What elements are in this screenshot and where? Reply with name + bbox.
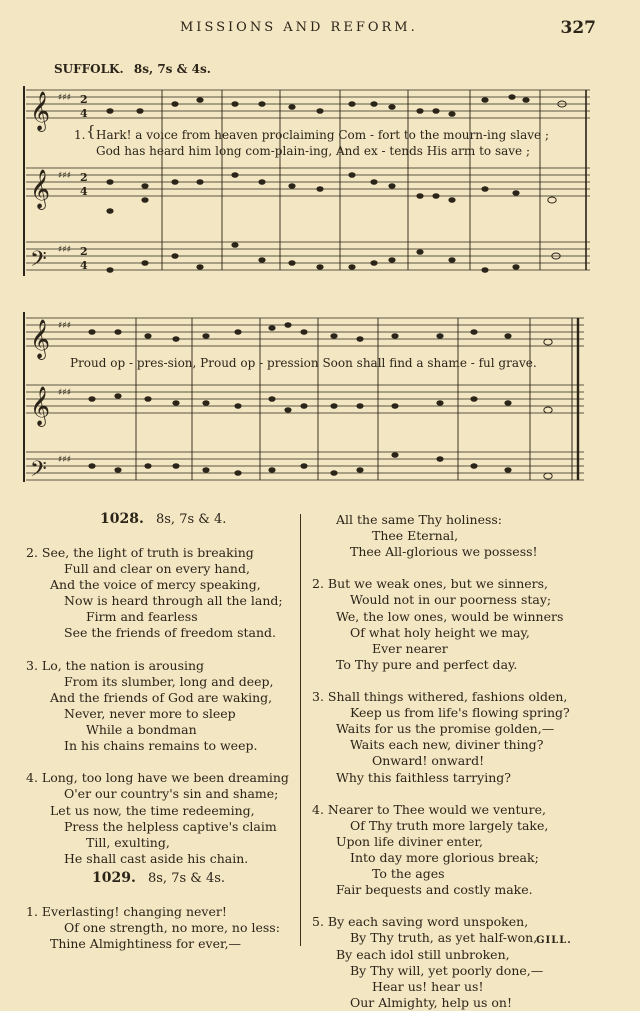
hymn-line <box>312 673 570 689</box>
hymn-1029-meter: 8s, 7s & 4s. <box>147 871 226 886</box>
hymn-line: Of Thy truth more largely take, <box>350 817 549 833</box>
tune-meter: 8s, 7s & 4s. <box>133 62 211 76</box>
hymn-1028-text <box>26 545 289 867</box>
hymn-1028-number: 1028. <box>100 511 144 527</box>
svg-text:𝄞: 𝄞 <box>30 386 51 426</box>
svg-text:𝄢: 𝄢 <box>30 457 47 487</box>
hymn-1028-heading <box>100 511 226 527</box>
svg-text:𝄢: 𝄢 <box>30 247 47 277</box>
hymn-line: 1. Everlasting! changing never! <box>26 904 227 919</box>
lyric-line-1: Hark! a voice from heaven proclaiming Com - fort to the mourn-ing slave ; <box>96 128 549 142</box>
hymn-line: Hear us! hear us! <box>372 978 484 994</box>
svg-text:𝄞: 𝄞 <box>30 169 51 209</box>
hymn-line <box>312 898 570 914</box>
hymn-line: Thine Almightiness for ever,— <box>50 936 242 952</box>
svg-text:𝄞: 𝄞 <box>30 319 51 359</box>
hymn-line: 4. Nearer to Thee would we venture, <box>312 801 546 817</box>
svg-text:2: 2 <box>80 93 88 106</box>
hymn-line: To Thy pure and perfect day. <box>336 656 518 672</box>
hymn-line: Press the helpless captive's claim <box>64 818 277 834</box>
hymn-line: Into day more glorious break; <box>350 849 539 865</box>
hymn-line <box>312 786 570 802</box>
hymn-line: We, the low ones, would be winners <box>336 608 564 624</box>
hymn-1029-text-left <box>26 904 280 952</box>
hymn-line: Thee Eternal, <box>372 528 459 544</box>
svg-text:2: 2 <box>80 171 88 184</box>
hymn-line: Thee All-glorious we possess! <box>350 544 538 560</box>
hymn-line: Firm and fearless <box>86 609 198 625</box>
hymn-line: To the ages <box>372 866 445 882</box>
hymn-author: GILL. <box>536 935 572 946</box>
hymn-line: Full and clear on every hand, <box>64 561 250 577</box>
hymn-line: Our Almighty, help us on! <box>350 994 513 1010</box>
hymn-line: 5. By each saving word unspoken, <box>312 914 529 930</box>
tune-name: SUFFOLK. <box>54 62 124 76</box>
hymn-line: O'er our country's sin and shame; <box>64 786 279 802</box>
staff-treble-4 <box>26 385 584 413</box>
hymn-line: By Thy truth, as yet half-won, <box>350 930 538 946</box>
svg-text:♯♯♯: ♯♯♯ <box>58 171 72 181</box>
staff-bass-1 <box>26 242 590 270</box>
svg-text:♯♯♯: ♯♯♯ <box>58 455 72 465</box>
hymn-line: Fair bequests and costly make. <box>336 882 533 898</box>
lyric-line-2: God has heard him long com-plain-ing, And ex - tends His arm to save ; <box>96 144 530 158</box>
svg-text:4: 4 <box>80 185 88 198</box>
hymn-line: 2. See, the light of truth is breaking <box>26 545 254 560</box>
hymn-line: Of one strength, no more, no less: <box>64 920 280 936</box>
hymn-line: Why this faithless tarrying? <box>336 769 511 785</box>
hymn-line: Till, exulting, <box>86 834 170 850</box>
hymn-line <box>26 754 289 770</box>
hymn-line: Keep us from life's flowing spring? <box>350 705 570 721</box>
hymn-line: Would not in our poorness stay; <box>350 592 552 608</box>
svg-text:♯♯♯: ♯♯♯ <box>58 245 72 255</box>
svg-text:4: 4 <box>80 259 88 272</box>
verse-number: 1. <box>74 128 86 142</box>
svg-text:2: 2 <box>80 245 88 258</box>
svg-text:♯♯♯: ♯♯♯ <box>58 93 72 103</box>
hymn-line <box>26 642 289 658</box>
svg-text:♯♯♯: ♯♯♯ <box>58 321 72 331</box>
hymn-line: Now is heard through all the land; <box>64 593 283 609</box>
hymn-1029-number: 1029. <box>92 870 136 886</box>
hymn-line: Onward! onward! <box>372 753 485 769</box>
hymn-line: Let us now, the time redeeming, <box>50 802 255 818</box>
lyric-brace: { <box>86 122 96 140</box>
page-number: 327 <box>560 18 596 38</box>
svg-text:4: 4 <box>80 107 88 120</box>
staff-treble-1 <box>26 90 590 118</box>
svg-text:𝄞: 𝄞 <box>30 91 51 131</box>
hymn-line: Ever nearer <box>372 640 448 656</box>
hymn-line: Never, never more to sleep <box>64 705 236 721</box>
hymn-line: See the friends of freedom stand. <box>64 625 277 641</box>
hymn-line: Waits for us the promise golden,— <box>336 721 555 737</box>
hymn-line: In his chains remains to weep. <box>64 738 258 754</box>
hymn-line: 3. Shall things withered, fashions olden, <box>312 689 568 705</box>
hymn-line: 4. Long, too long have we been dreaming <box>26 770 289 786</box>
hymn-line: 3. Lo, the nation is arousing <box>26 657 205 673</box>
lyric-line-3: Proud op - pres-sion, Proud op - pression Soon shall find a shame - ful grave. <box>70 356 537 370</box>
hymn-line: And the friends of God are waking, <box>50 689 273 705</box>
hymn-line: 2. But we weak ones, but we sinners, <box>312 576 549 592</box>
hymn-line: Upon life diviner enter, <box>336 833 483 849</box>
svg-text:♯♯♯: ♯♯♯ <box>58 388 72 398</box>
hymn-line: By Thy will, yet poorly done,— <box>350 962 544 978</box>
hymn-line: All the same Thy holiness: <box>336 512 503 527</box>
hymn-line: Waits each new, diviner thing? <box>350 737 544 753</box>
hymn-line: And the voice of mercy speaking, <box>50 577 261 593</box>
hymn-line: While a bondman <box>86 722 197 738</box>
column-divider <box>300 514 301 946</box>
hymn-line: He shall cast aside his chain. <box>64 850 249 866</box>
hymn-line: By each idol still unbroken, <box>336 946 510 962</box>
hymn-1028-meter: 8s, 7s & 4. <box>155 512 227 527</box>
hymn-line: Of what holy height we may, <box>350 624 530 640</box>
hymn-line <box>312 560 570 576</box>
running-head: MISSIONS AND REFORM. <box>180 20 418 35</box>
hymn-1029-text-right <box>312 512 570 1011</box>
hymn-line: From its slumber, long and deep, <box>64 673 274 689</box>
hymn-1029-heading <box>92 870 225 886</box>
